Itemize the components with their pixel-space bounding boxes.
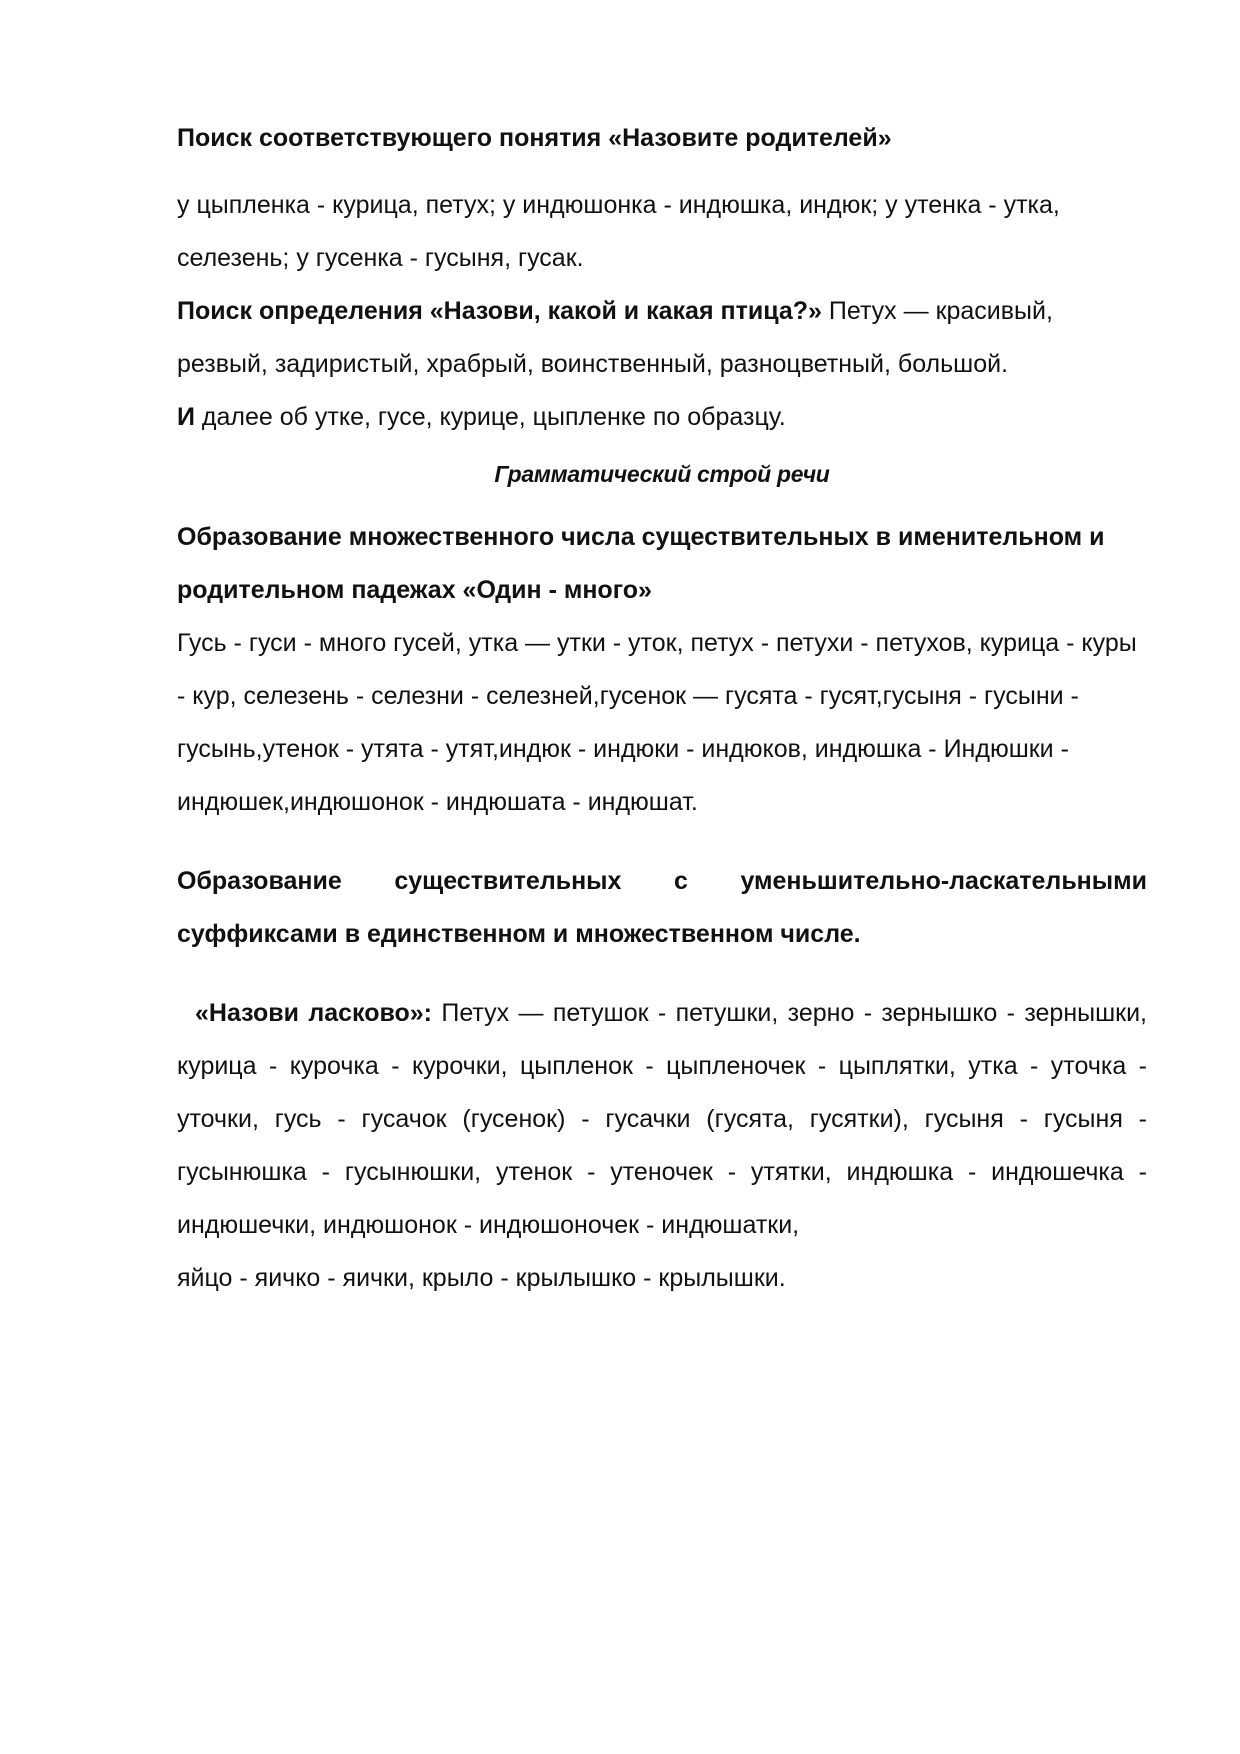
section-heading-definition: Поиск определения «Назови, какой и какая птица?» xyxy=(177,297,822,325)
paragraph-affectionate-lead: «Назови ласково»: xyxy=(195,999,433,1027)
paragraph-affectionate xyxy=(177,987,1147,1252)
paragraph-parents: у цыпленка - курица, петух; у индюшонка - индюшка, индюк; у утенка - утка, селезень; у гусенка - гусыня, гусак. xyxy=(177,191,1060,272)
spacer xyxy=(177,961,1147,987)
spacer xyxy=(177,829,1147,855)
spacer xyxy=(177,165,1147,179)
paragraph-affectionate-last: яйцо - яичко - яички, крыло - крылышко - крылышки. xyxy=(177,1264,786,1292)
section-heading-plural: Образование множественного числа существительных в именительном и родительном падежах «Один - много» xyxy=(177,523,1105,604)
paragraph-further xyxy=(177,391,1147,444)
paragraph-further-lead: И xyxy=(177,403,195,431)
section-heading-parents: Поиск соответствующего понятия «Назовите родителей» xyxy=(177,124,892,152)
paragraph-affectionate-text: Петух — петушок - петушки, зерно - зернышко - зернышки, курица - курочка - курочки, цыпленок - цыпленочек - цыплятки, утка - уточка - уточки, гусь - гусачок (гусенок) - гусачки (гусята, гусятки), гусыня - гусыня - гусынюшка - гусынюшки, утенок - утеночек - утятки, индюшка - индюшечка - индюшечки, индюшонок - индюшоночек - индюшатки, xyxy=(177,999,1147,1239)
paragraph-definition-text: Петух — красивый, резвый, задиристый, храбрый, воинственный, разноцветный, большой. xyxy=(177,297,1053,378)
paragraph-plural: Гусь - гуси - много гусей, утка — утки - уток, петух - петухи - петухов, курица - куры - кур, селезень - селезни - селезней,гусенок — гусята - гусят,гусыня - гусыни - гусынь,утенок - утята - утят,индюк - индюки - индюков, индюшка - Индюшки - индюшек,индюшонок - индюшата - индюшат. xyxy=(177,629,1137,816)
paragraph-further-text: далее об утке, гусе, курице, цыпленке по образцу. xyxy=(194,403,786,431)
document-content xyxy=(177,112,1147,1305)
paragraph-definition xyxy=(177,285,1147,391)
section-heading-diminutive: Образование существительных с уменьшительно-ласкательными суффиксами в единственном и множественном числе. xyxy=(177,867,1147,948)
subtitle-grammar: Грамматический строй речи xyxy=(494,461,830,487)
